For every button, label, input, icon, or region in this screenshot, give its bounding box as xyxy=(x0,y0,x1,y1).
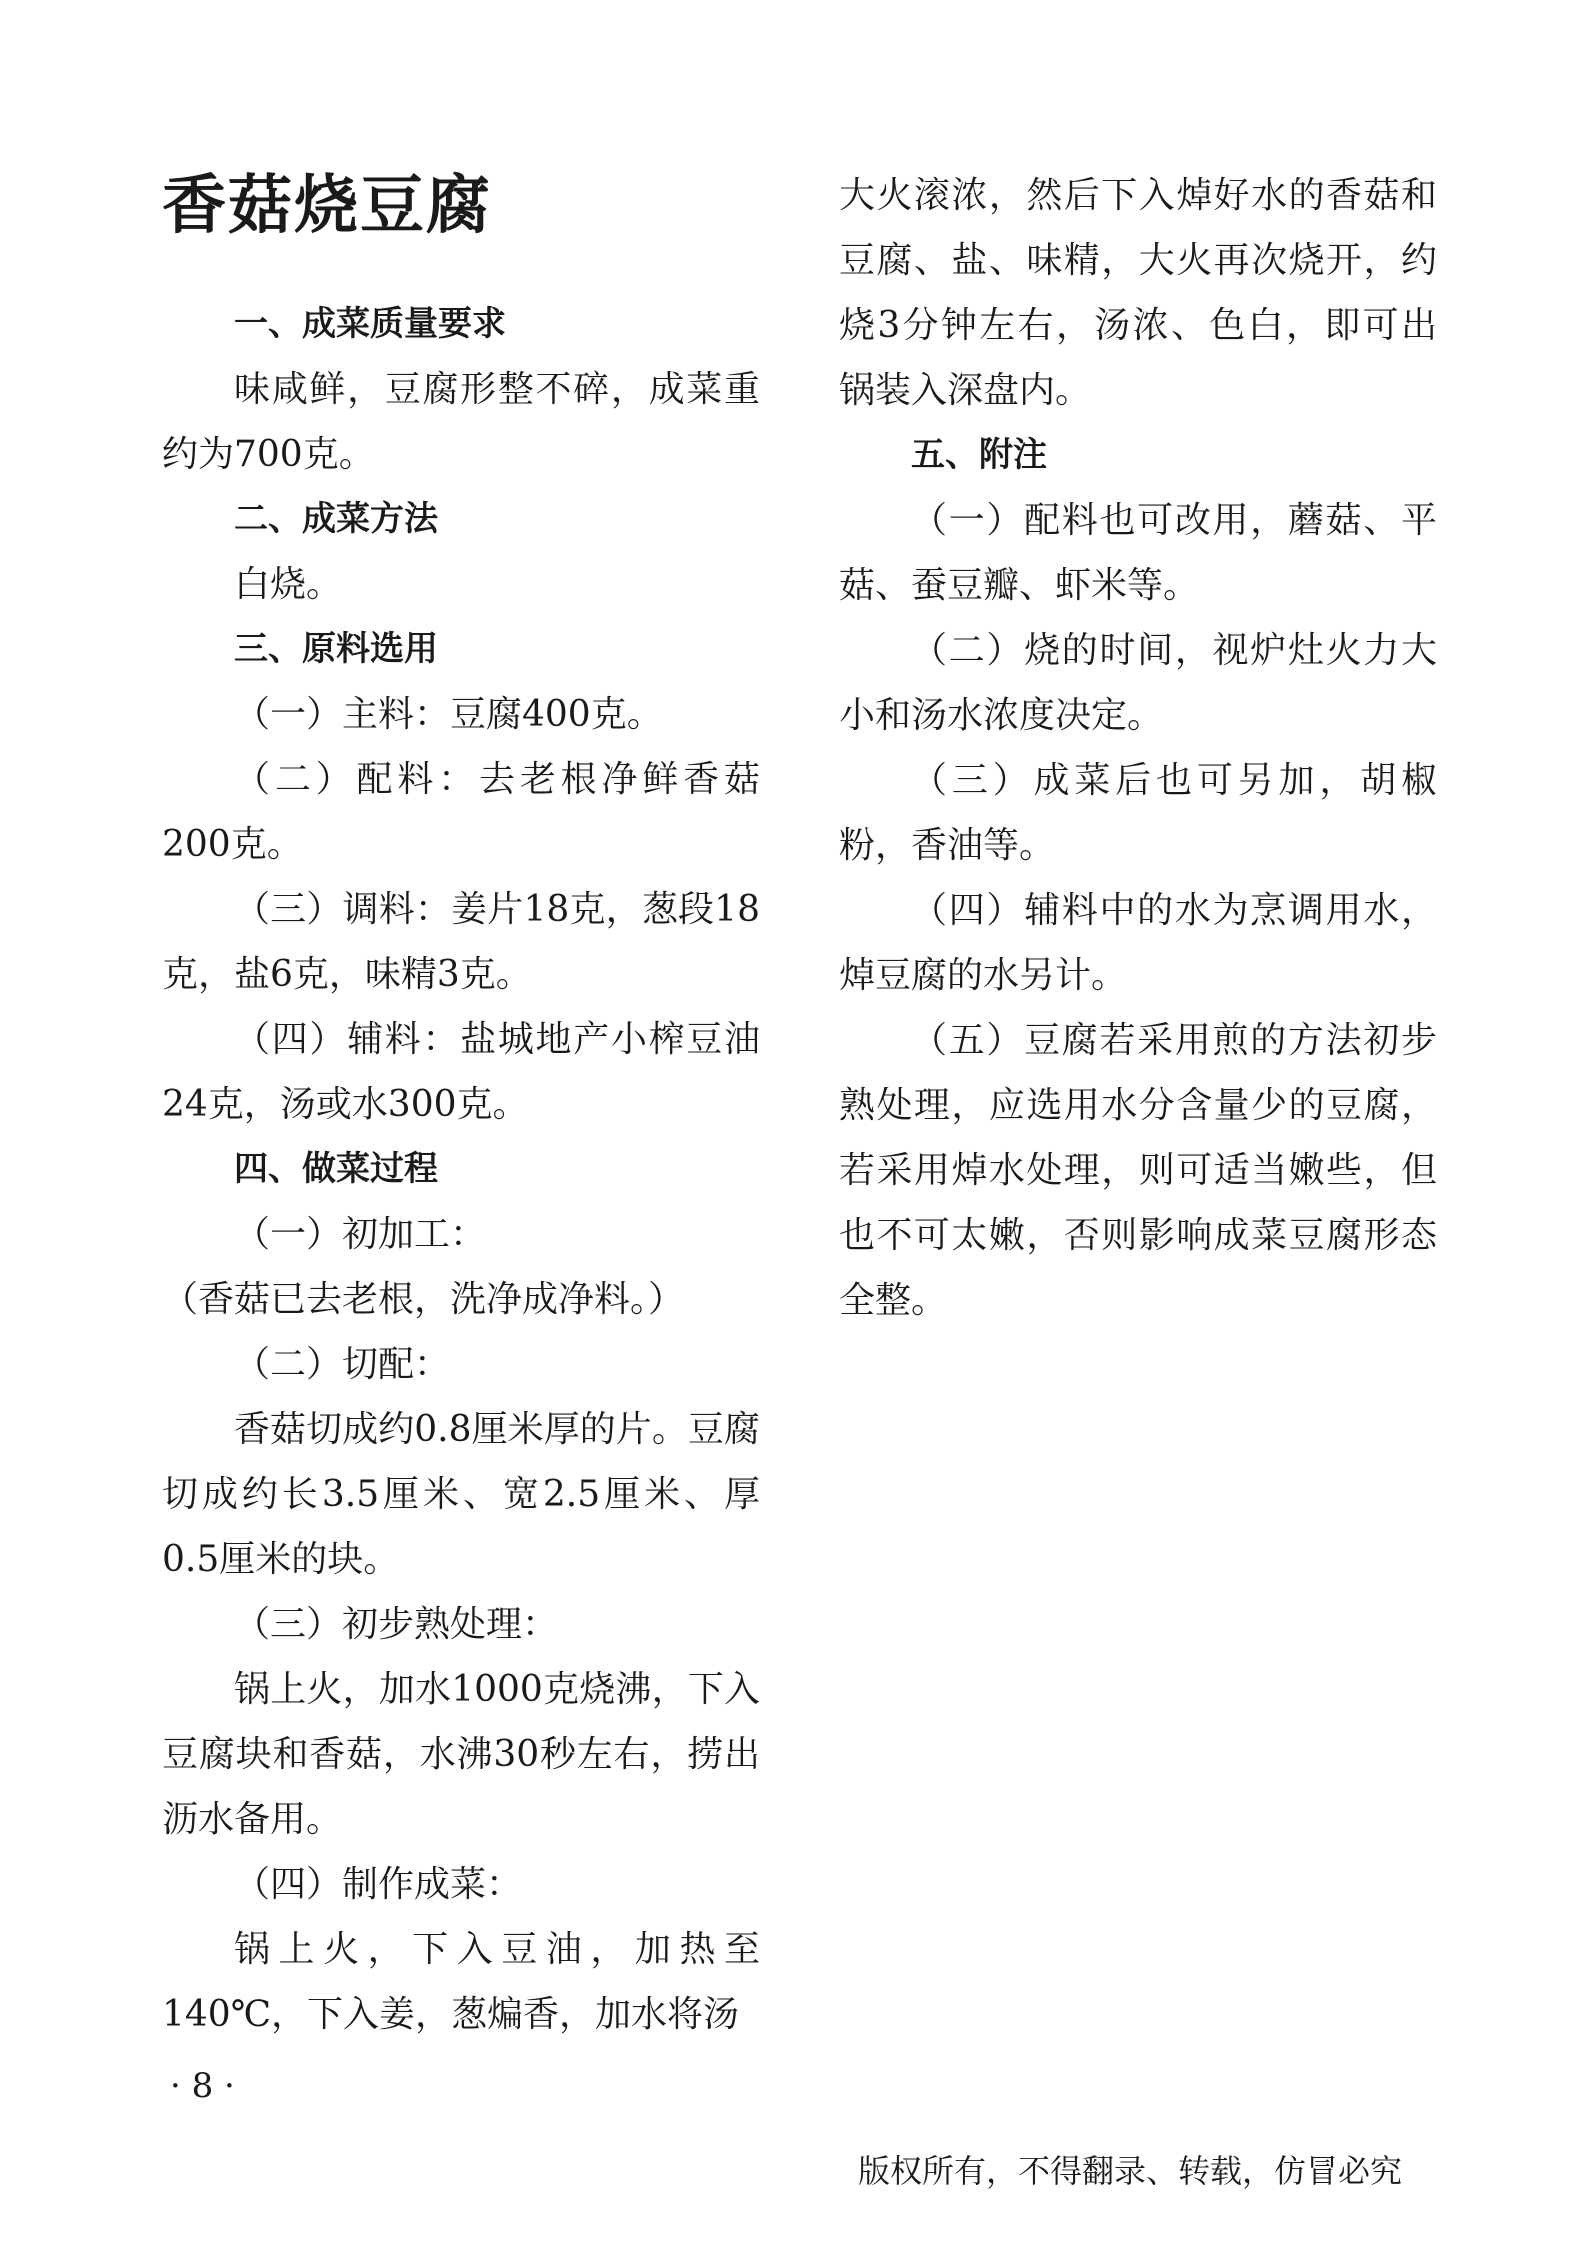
paragraph: （一）配料也可改用，蘑菇、平菇、蚕豆瓣、虾米等。 xyxy=(839,500,1437,606)
paragraph: （三）初步熟处理： xyxy=(234,1604,559,1645)
paragraph: （四）制作成菜： xyxy=(234,1864,523,1905)
paragraph: （五）豆腐若采用煎的方法初步熟处理，应选用水分含量少的豆腐，若采用焯水处理，则可适当嫩些，但也不可太嫩，否则影响成菜豆腐形态全整。 xyxy=(839,1020,1437,1321)
page-title: 香菇烧豆腐 xyxy=(162,168,492,243)
paragraph: （二）切配： xyxy=(234,1344,451,1385)
paragraph: 大火滚浓，然后下入焯好水的香菇和豆腐、盐、味精，大火再次烧开，约烧3分钟左右，汤浓、色白，即可出锅装入深盘内。 xyxy=(839,175,1437,411)
paragraph: （四）辅料：盐城地产小榨豆油24克，汤或水300克。 xyxy=(162,1019,760,1125)
left-column xyxy=(162,292,760,2047)
section-heading: 四、做菜过程 xyxy=(234,1149,438,1189)
paragraph: （一）初加工： xyxy=(234,1214,487,1255)
paragraph: （四）辅料中的水为烹调用水，焯豆腐的水另计。 xyxy=(839,890,1437,996)
right-column xyxy=(839,163,1437,1333)
paragraph: 白烧。 xyxy=(234,564,343,605)
section-heading: 五、附注 xyxy=(911,435,1047,475)
copyright-footer: 版权所有，不得翻录、转载，仿冒必究 xyxy=(858,2152,1403,2190)
paragraph: （一）主料：豆腐400克。 xyxy=(234,694,663,735)
page-number: · 8 · xyxy=(170,2066,235,2106)
section-heading: 二、成菜方法 xyxy=(234,499,438,539)
paragraph: （香菇已去老根，洗净成净料。） xyxy=(162,1279,685,1320)
paragraph: 锅上火，下入豆油，加热至140℃，下入姜，葱煸香，加水将汤 xyxy=(162,1929,760,2035)
section-heading: 一、成菜质量要求 xyxy=(234,304,506,344)
paragraph: （三）成菜后也可另加，胡椒粉，香油等。 xyxy=(839,760,1437,866)
paragraph: 味咸鲜，豆腐形整不碎，成菜重约为700克。 xyxy=(162,369,760,475)
paragraph: （二）配料：去老根净鲜香菇200克。 xyxy=(162,759,760,865)
paragraph: （三）调料：姜片18克，葱段18克，盐6克，味精3克。 xyxy=(162,889,760,995)
paragraph: （二）烧的时间，视炉灶火力大小和汤水浓度决定。 xyxy=(839,630,1437,736)
section-heading: 三、原料选用 xyxy=(234,629,438,669)
paragraph: 锅上火，加水1000克烧沸，下入豆腐块和香菇，水沸30秒左右，捞出沥水备用。 xyxy=(162,1669,760,1840)
paragraph: 香菇切成约0.8厘米厚的片。豆腐切成约长3.5厘米、宽2.5厘米、厚0.5厘米的块。 xyxy=(162,1409,760,1580)
